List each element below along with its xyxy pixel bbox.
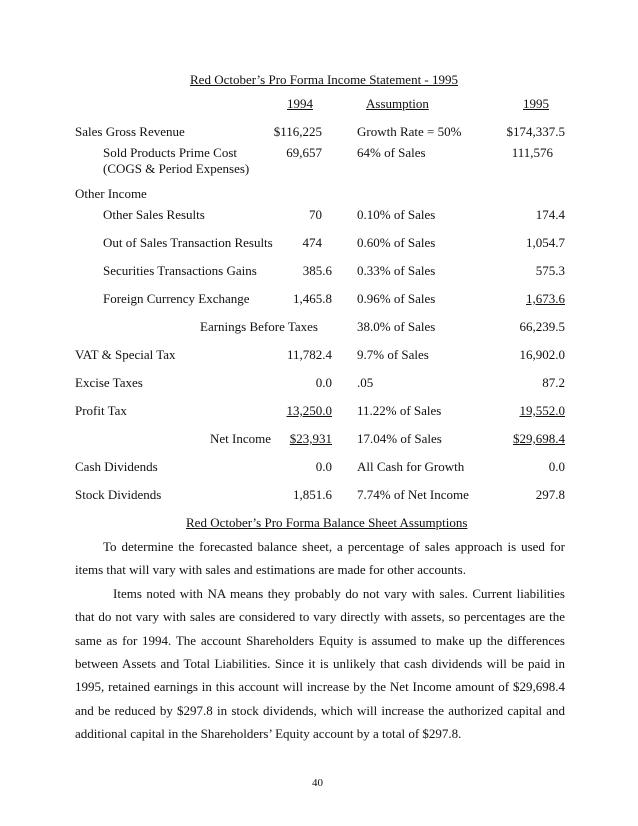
balance-sheet-title: Red October’s Pro Forma Balance Sheet Assumptions [186, 515, 468, 530]
paragraph: Items noted with NA means they probably do not vary with sales. Current liabilities that do not vary with sales are considered to vary directly with assets, so percentages are the same as for 1994. The account Shareholders Equity is assumed to make up the differences between Assets and Total Liabilities. Since it is unlikely that cash dividends will be paid in 1995, retained earnings in this account will increase by the Net Income amount of $29,698.4 and be reduced by $297.8 in stock dividends, which will increase the authorized capital and additional capital in the Shareholders’ Equity account by a total of $297.8. [75, 585, 565, 742]
row-label: Stock Dividends [75, 487, 162, 502]
value-1995: 19,552.0 [519, 403, 565, 418]
value-1994: 69,657 [286, 145, 322, 160]
row-label: Net Income [210, 431, 272, 446]
value-1994: 11,782.4 [286, 347, 332, 362]
value-1995: 1,673.6 [526, 291, 565, 306]
assumption: 0.10% of Sales [357, 207, 436, 222]
assumption: 0.33% of Sales [357, 263, 436, 278]
assumption: 9.7% of Sales [357, 347, 429, 362]
value-1994: $116,225 [273, 124, 322, 139]
row-label: Profit Tax [75, 403, 127, 418]
assumption: 11.22% of Sales [357, 403, 442, 418]
value-1995: 0.0 [548, 459, 565, 474]
assumption: 0.96% of Sales [357, 291, 436, 306]
value-1995: 16,902.0 [519, 347, 565, 362]
value-1995: 575.3 [535, 263, 565, 278]
income-statement-title: Red October’s Pro Forma Income Statement - 1995 [190, 72, 459, 87]
assumption: .05 [357, 375, 374, 390]
row-label-continuation: (COGS & Period Expenses) [103, 161, 250, 176]
row-label: Foreign Currency Exchange [103, 291, 250, 306]
row-label: Out of Sales Transaction Results [103, 235, 273, 250]
value-1995: 297.8 [535, 487, 565, 502]
value-1994: 0.0 [315, 375, 332, 390]
row-label: Excise Taxes [75, 375, 143, 390]
value-1995: $174,337.5 [506, 124, 565, 139]
value-1995: 174.4 [535, 207, 565, 222]
column-header-1995: 1995 [523, 96, 549, 111]
value-1995: 66,239.5 [519, 319, 565, 334]
value-1994: 385.6 [302, 263, 332, 278]
balance-sheet-body [75, 535, 565, 746]
assumption: 7.74% of Net Income [357, 487, 469, 502]
value-1995: 111,576 [511, 145, 553, 160]
paragraph: To determine the forecasted balance sheet, a percentage of sales approach is used for items that will vary with sales and estimations are made for other accounts. [75, 539, 565, 578]
column-header-assumption: Assumption [366, 96, 429, 111]
value-1994: 13,250.0 [286, 403, 332, 418]
value-1995: 1,054.7 [526, 235, 565, 250]
row-label: Other Sales Results [103, 207, 205, 222]
value-1994: 1,851.6 [293, 487, 332, 502]
row-label: Sales Gross Revenue [75, 124, 185, 139]
assumption: 64% of Sales [357, 145, 426, 160]
value-1994: 474 [302, 235, 322, 250]
row-label: Earnings Before Taxes [200, 319, 318, 334]
page-number: 40 [312, 777, 323, 789]
value-1995: $29,698.4 [513, 431, 565, 446]
row-label: Cash Dividends [75, 459, 158, 474]
assumption: Growth Rate = 50% [357, 124, 462, 139]
value-1994: $23,931 [289, 431, 332, 446]
value-1994: 1,465.8 [293, 291, 332, 306]
assumption: 38.0% of Sales [357, 319, 436, 334]
section-heading-other-income: Other Income [75, 186, 147, 201]
assumption: All Cash for Growth [357, 459, 465, 474]
assumption: 17.04% of Sales [357, 431, 442, 446]
value-1995: 87.2 [542, 375, 565, 390]
value-1994: 70 [309, 207, 322, 222]
value-1994: 0.0 [315, 459, 332, 474]
row-label: Sold Products Prime Cost [103, 145, 237, 160]
column-header-1994: 1994 [287, 96, 313, 111]
row-label: Securities Transactions Gains [103, 263, 257, 278]
row-label: VAT & Special Tax [75, 347, 176, 362]
assumption: 0.60% of Sales [357, 235, 436, 250]
